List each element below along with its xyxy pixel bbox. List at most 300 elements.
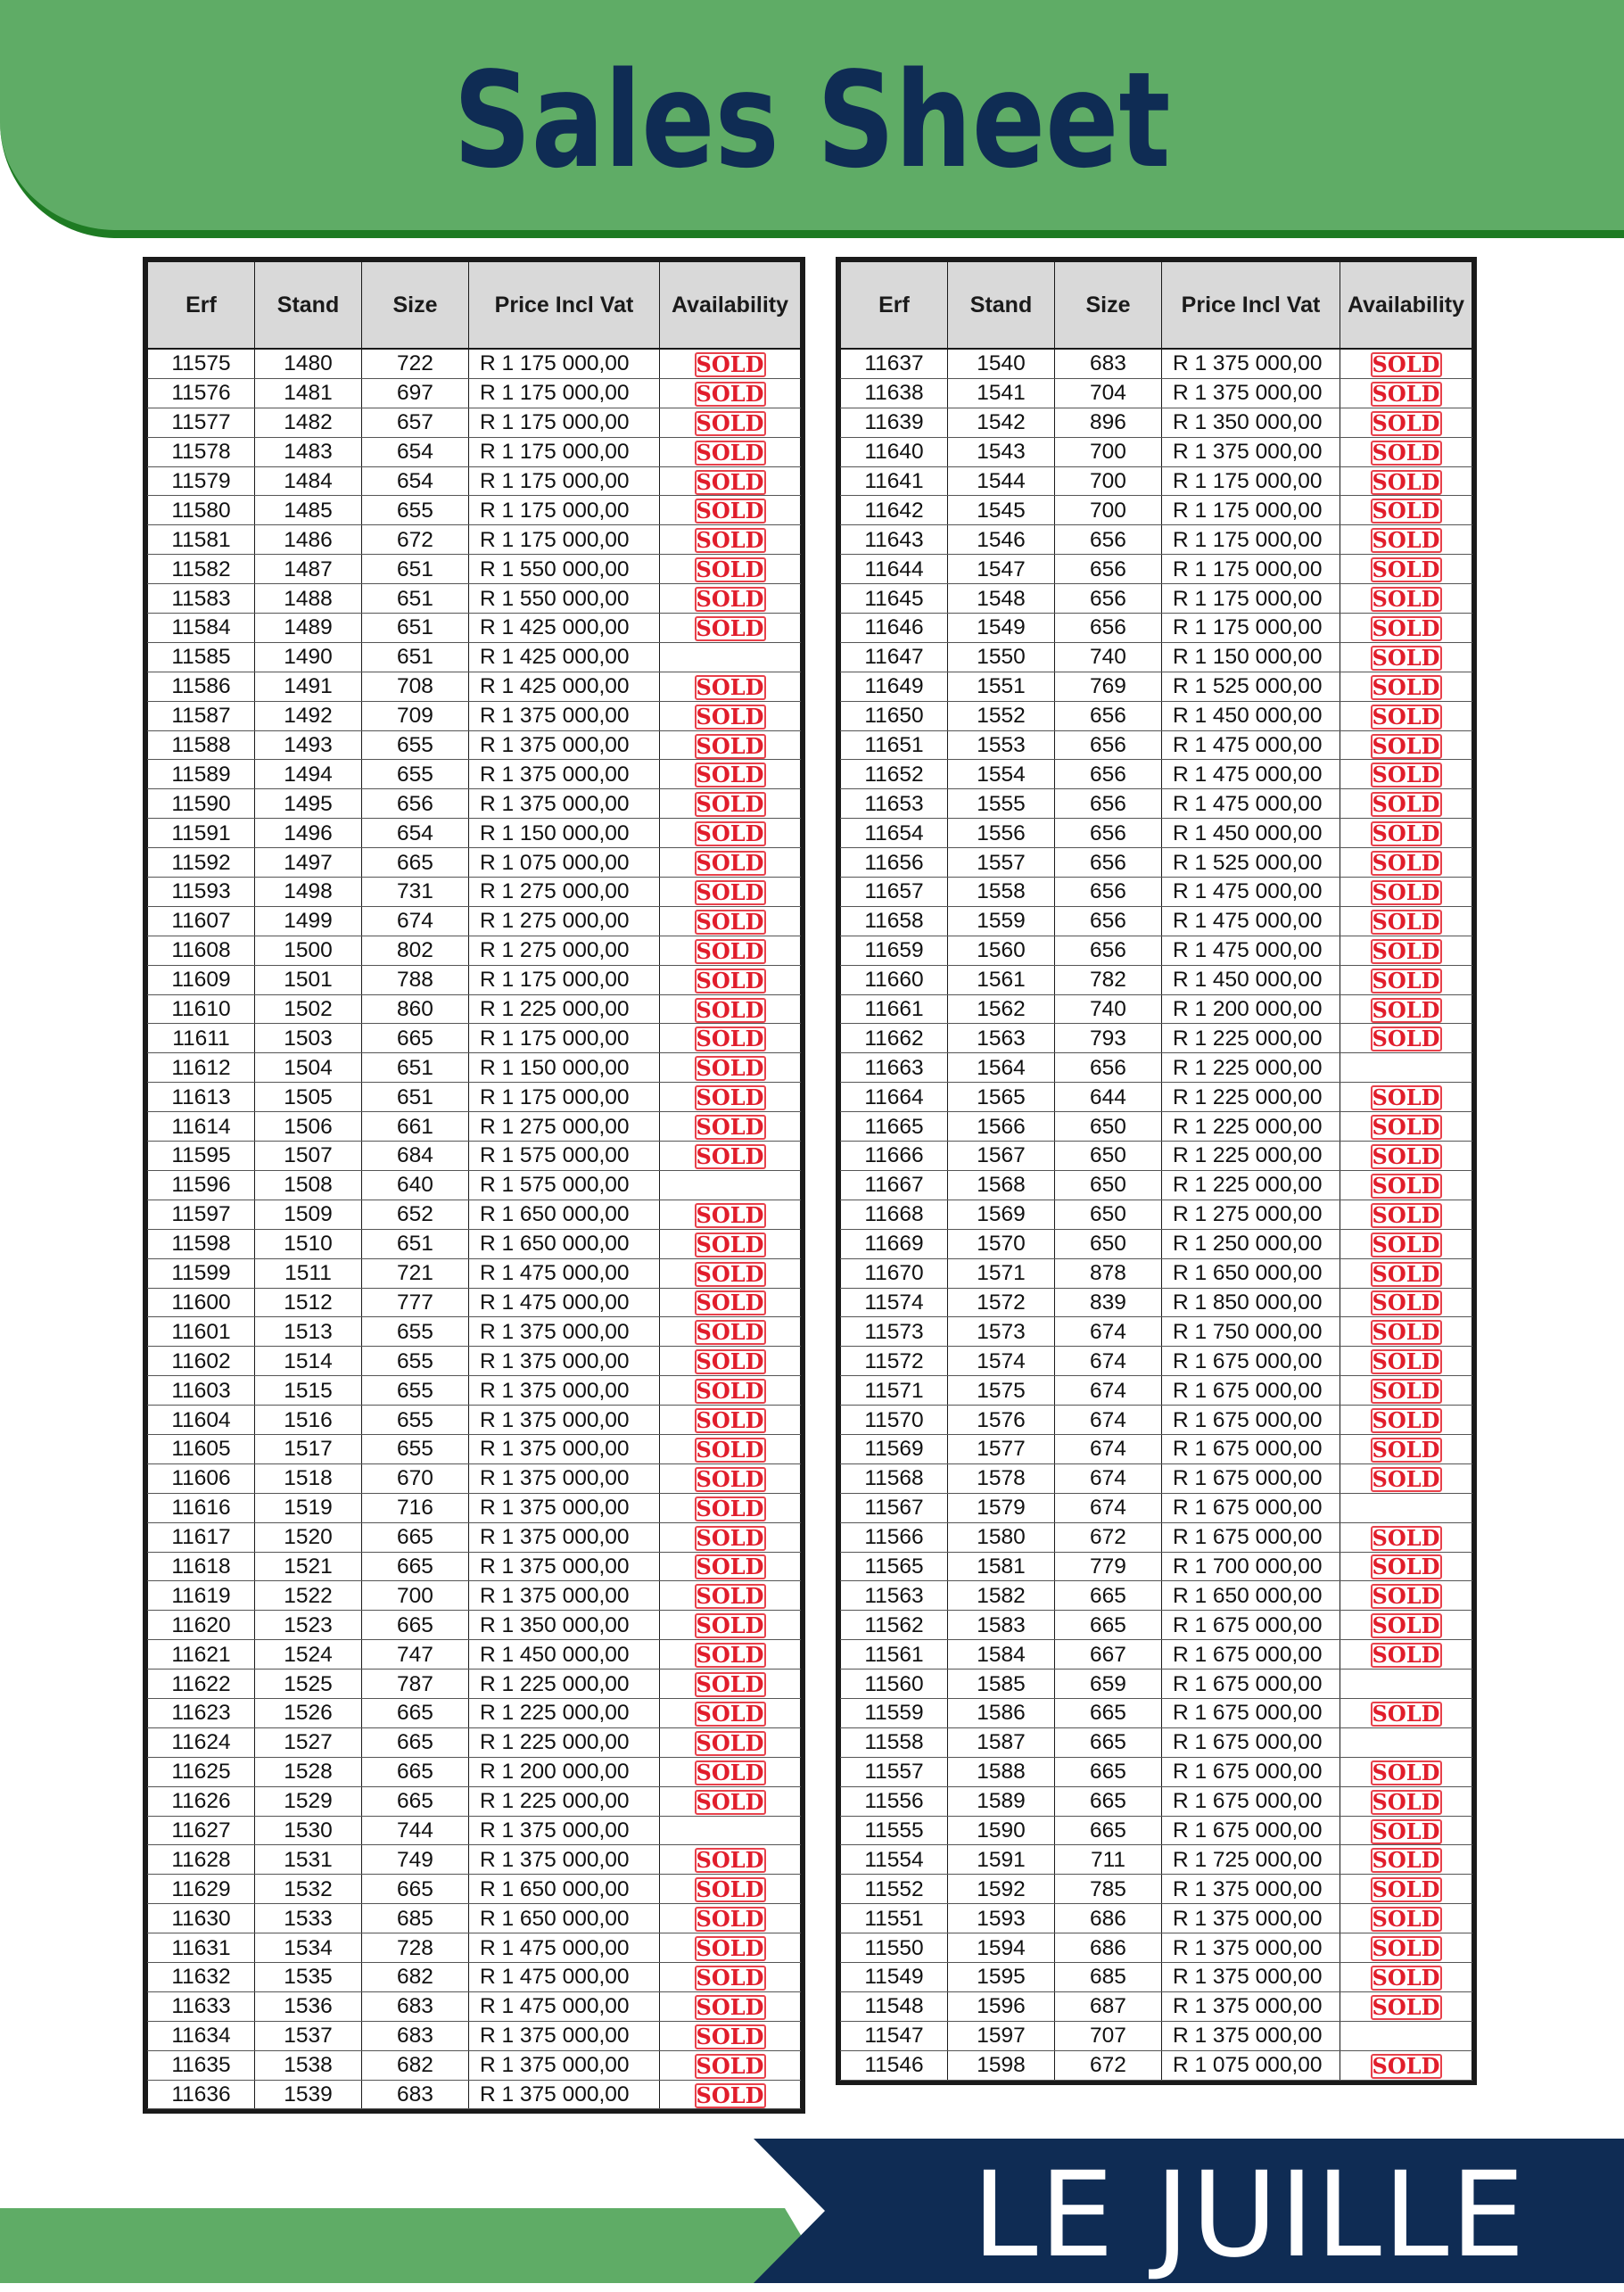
- erf-cell: 11661: [841, 994, 948, 1024]
- sold-stamp: SOLD: [1371, 557, 1442, 582]
- price-cell: R 1 175 000,00: [469, 965, 660, 994]
- price-cell: R 1 225 000,00: [469, 1670, 660, 1699]
- erf-cell: 11597: [148, 1200, 255, 1229]
- size-cell: 672: [362, 525, 469, 555]
- sold-stamp: SOLD: [695, 616, 766, 641]
- sold-stamp: SOLD: [1371, 821, 1442, 846]
- erf-cell: 11660: [841, 965, 948, 994]
- availability-cell: [1340, 1288, 1472, 1317]
- sold-stamp: SOLD: [695, 1408, 766, 1433]
- table-row: [841, 525, 1472, 555]
- erf-cell: 11647: [841, 642, 948, 672]
- availability-cell: [660, 642, 801, 672]
- erf-cell: 11618: [148, 1552, 255, 1581]
- stand-cell: 1559: [948, 906, 1055, 936]
- col-header-stand: Stand: [255, 262, 362, 350]
- size-cell: 683: [362, 1991, 469, 2021]
- stand-cell: 1597: [948, 2021, 1055, 2050]
- table-row: [841, 936, 1472, 965]
- table-row: [148, 1083, 801, 1112]
- stand-cell: 1580: [948, 1522, 1055, 1552]
- size-cell: 655: [362, 760, 469, 789]
- sold-stamp: SOLD: [1371, 499, 1442, 524]
- stand-cell: 1538: [255, 2050, 362, 2080]
- price-cell: R 1 375 000,00: [469, 1406, 660, 1435]
- sold-stamp: SOLD: [1371, 675, 1442, 700]
- stand-cell: 1497: [255, 848, 362, 878]
- availability-cell: [1340, 906, 1472, 936]
- table-row: [148, 525, 801, 555]
- size-cell: 670: [362, 1463, 469, 1493]
- table-row: [148, 1434, 801, 1463]
- price-cell: R 1 250 000,00: [1162, 1229, 1340, 1258]
- size-cell: 655: [362, 730, 469, 760]
- table-row: [148, 349, 801, 378]
- price-cell: R 1 575 000,00: [469, 1170, 660, 1200]
- sold-stamp: SOLD: [1371, 587, 1442, 612]
- price-cell: R 1 675 000,00: [1162, 1376, 1340, 1406]
- price-cell: R 1 375 000,00: [469, 730, 660, 760]
- sold-stamp: SOLD: [1371, 1760, 1442, 1785]
- price-cell: R 1 275 000,00: [1162, 1200, 1340, 1229]
- sales-table-right: [840, 261, 1472, 2081]
- price-cell: R 1 375 000,00: [469, 2021, 660, 2050]
- sold-stamp: SOLD: [695, 528, 766, 553]
- erf-cell: 11585: [148, 642, 255, 672]
- stand-cell: 1587: [948, 1727, 1055, 1757]
- stand-cell: 1571: [948, 1258, 1055, 1288]
- price-cell: R 1 375 000,00: [469, 1493, 660, 1522]
- size-cell: 665: [362, 1522, 469, 1552]
- erf-cell: 11586: [148, 672, 255, 701]
- table-row: [148, 789, 801, 819]
- availability-cell: [1340, 1406, 1472, 1435]
- stand-cell: 1489: [255, 614, 362, 643]
- table-row: [841, 760, 1472, 789]
- price-cell: R 1 350 000,00: [1162, 408, 1340, 437]
- stand-cell: 1506: [255, 1112, 362, 1142]
- table-row: [841, 701, 1472, 730]
- price-cell: R 1 175 000,00: [1162, 525, 1340, 555]
- price-cell: R 1 375 000,00: [469, 1434, 660, 1463]
- stand-cell: 1529: [255, 1786, 362, 1816]
- sold-stamp: SOLD: [695, 382, 766, 407]
- table-row: [841, 1406, 1472, 1435]
- stand-cell: 1517: [255, 1434, 362, 1463]
- size-cell: 802: [362, 936, 469, 965]
- availability-cell: [1340, 1786, 1472, 1816]
- price-cell: R 1 375 000,00: [469, 789, 660, 819]
- price-cell: R 1 200 000,00: [469, 1757, 660, 1786]
- sales-table-left: [147, 261, 801, 2109]
- size-cell: 749: [362, 1845, 469, 1875]
- size-cell: 672: [1055, 2050, 1162, 2080]
- availability-cell: [660, 1522, 801, 1552]
- table-row: [841, 878, 1472, 907]
- size-cell: 779: [1055, 1552, 1162, 1581]
- stand-cell: 1590: [948, 1816, 1055, 1845]
- price-cell: R 1 575 000,00: [469, 1142, 660, 1171]
- table-row: [148, 1024, 801, 1053]
- availability-cell: [660, 1024, 801, 1053]
- sold-stamp: SOLD: [695, 880, 766, 905]
- size-cell: 782: [1055, 965, 1162, 994]
- erf-cell: 11620: [148, 1611, 255, 1640]
- availability-cell: [660, 1962, 801, 1991]
- size-cell: 700: [362, 1581, 469, 1611]
- table-row: [841, 1552, 1472, 1581]
- col-header-size: Size: [1055, 262, 1162, 350]
- stand-cell: 1542: [948, 408, 1055, 437]
- price-cell: R 1 450 000,00: [1162, 819, 1340, 848]
- size-cell: 665: [362, 1552, 469, 1581]
- stand-cell: 1561: [948, 965, 1055, 994]
- price-cell: R 1 675 000,00: [1162, 1727, 1340, 1757]
- erf-cell: 11559: [841, 1698, 948, 1727]
- erf-cell: 11613: [148, 1083, 255, 1112]
- erf-cell: 11622: [148, 1670, 255, 1699]
- erf-cell: 11606: [148, 1463, 255, 1493]
- stand-cell: 1513: [255, 1317, 362, 1347]
- sold-stamp: SOLD: [1371, 1144, 1442, 1169]
- sold-stamp: SOLD: [1371, 352, 1442, 377]
- stand-cell: 1558: [948, 878, 1055, 907]
- erf-cell: 11625: [148, 1757, 255, 1786]
- stand-cell: 1570: [948, 1229, 1055, 1258]
- erf-cell: 11662: [841, 1024, 948, 1053]
- stand-cell: 1521: [255, 1552, 362, 1581]
- stand-cell: 1577: [948, 1434, 1055, 1463]
- sold-stamp: SOLD: [695, 1848, 766, 1873]
- erf-cell: 11651: [841, 730, 948, 760]
- table-row: [841, 1816, 1472, 1845]
- size-cell: 731: [362, 878, 469, 907]
- stand-cell: 1579: [948, 1493, 1055, 1522]
- price-cell: R 1 675 000,00: [1162, 1670, 1340, 1699]
- table-row: [148, 730, 801, 760]
- size-cell: 656: [1055, 789, 1162, 819]
- price-cell: R 1 675 000,00: [1162, 1786, 1340, 1816]
- table-row: [841, 1522, 1472, 1552]
- table-row: [841, 1611, 1472, 1640]
- erf-cell: 11558: [841, 1727, 948, 1757]
- price-cell: R 1 225 000,00: [1162, 1053, 1340, 1083]
- stand-cell: 1564: [948, 1053, 1055, 1083]
- price-cell: R 1 475 000,00: [1162, 730, 1340, 760]
- price-cell: R 1 200 000,00: [1162, 994, 1340, 1024]
- price-cell: R 1 375 000,00: [1162, 1933, 1340, 1963]
- size-cell: 686: [1055, 1904, 1162, 1933]
- col-header-erf: Erf: [841, 262, 948, 350]
- price-cell: R 1 675 000,00: [1162, 1434, 1340, 1463]
- availability-cell: [660, 1816, 801, 1845]
- table-row: [148, 1347, 801, 1376]
- erf-cell: 11577: [148, 408, 255, 437]
- table-row: [841, 1640, 1472, 1670]
- size-cell: 650: [1055, 1112, 1162, 1142]
- stand-cell: 1491: [255, 672, 362, 701]
- size-cell: 656: [1055, 525, 1162, 555]
- table-row: [841, 1845, 1472, 1875]
- availability-cell: [660, 1229, 801, 1258]
- erf-cell: 11623: [148, 1698, 255, 1727]
- sold-stamp: SOLD: [1371, 1174, 1442, 1199]
- stand-cell: 1556: [948, 819, 1055, 848]
- availability-cell: [660, 496, 801, 525]
- size-cell: 656: [1055, 906, 1162, 936]
- sold-stamp: SOLD: [695, 1203, 766, 1228]
- price-cell: R 1 225 000,00: [469, 994, 660, 1024]
- table-row: [841, 2021, 1472, 2050]
- price-cell: R 1 225 000,00: [1162, 1083, 1340, 1112]
- table-row: [148, 2050, 801, 2080]
- price-cell: R 1 175 000,00: [469, 378, 660, 408]
- col-header-erf: Erf: [148, 262, 255, 350]
- availability-cell: [1340, 1875, 1472, 1904]
- table-row: [148, 1757, 801, 1786]
- erf-cell: 11571: [841, 1376, 948, 1406]
- price-cell: R 1 650 000,00: [469, 1904, 660, 1933]
- availability-cell: [1340, 466, 1472, 496]
- availability-cell: [660, 1053, 801, 1083]
- availability-cell: [1340, 1904, 1472, 1933]
- size-cell: 652: [362, 1200, 469, 1229]
- erf-cell: 11605: [148, 1434, 255, 1463]
- erf-cell: 11574: [841, 1288, 948, 1317]
- erf-cell: 11591: [148, 819, 255, 848]
- erf-cell: 11641: [841, 466, 948, 496]
- size-cell: 651: [362, 642, 469, 672]
- stand-cell: 1596: [948, 1991, 1055, 2021]
- availability-cell: [1340, 819, 1472, 848]
- sold-stamp: SOLD: [1371, 880, 1442, 905]
- erf-cell: 11636: [148, 2080, 255, 2109]
- erf-cell: 11593: [148, 878, 255, 907]
- table-row: [841, 1904, 1472, 1933]
- availability-cell: [1340, 878, 1472, 907]
- erf-cell: 11546: [841, 2050, 948, 2080]
- price-cell: R 1 475 000,00: [1162, 789, 1340, 819]
- price-cell: R 1 375 000,00: [469, 1522, 660, 1552]
- price-cell: R 1 450 000,00: [469, 1640, 660, 1670]
- price-cell: R 1 675 000,00: [1162, 1522, 1340, 1552]
- price-cell: R 1 850 000,00: [1162, 1288, 1340, 1317]
- table-row: [148, 1522, 801, 1552]
- erf-cell: 11633: [148, 1991, 255, 2021]
- availability-cell: [660, 789, 801, 819]
- price-cell: R 1 175 000,00: [469, 1024, 660, 1053]
- stand-cell: 1508: [255, 1170, 362, 1200]
- size-cell: 728: [362, 1933, 469, 1963]
- stand-cell: 1524: [255, 1640, 362, 1670]
- sold-stamp: SOLD: [695, 1233, 766, 1257]
- stand-cell: 1518: [255, 1463, 362, 1493]
- size-cell: 700: [1055, 496, 1162, 525]
- erf-cell: 11637: [841, 349, 948, 378]
- sold-stamp: SOLD: [695, 1790, 766, 1815]
- availability-cell: [1340, 378, 1472, 408]
- sold-stamp: SOLD: [695, 1907, 766, 1932]
- table-row: [148, 437, 801, 466]
- stand-cell: 1539: [255, 2080, 362, 2109]
- table-row: [148, 1170, 801, 1200]
- sold-stamp: SOLD: [695, 557, 766, 582]
- stand-cell: 1578: [948, 1463, 1055, 1493]
- left-table-container: [143, 257, 805, 2114]
- size-cell: 656: [1055, 555, 1162, 584]
- table-row: [148, 1786, 801, 1816]
- sold-stamp: SOLD: [1371, 1115, 1442, 1140]
- availability-cell: [1340, 1845, 1472, 1875]
- stand-cell: 1555: [948, 789, 1055, 819]
- stand-cell: 1492: [255, 701, 362, 730]
- stand-cell: 1575: [948, 1376, 1055, 1406]
- erf-cell: 11646: [841, 614, 948, 643]
- stand-cell: 1569: [948, 1200, 1055, 1229]
- price-cell: R 1 175 000,00: [1162, 466, 1340, 496]
- size-cell: 665: [362, 1757, 469, 1786]
- size-cell: 650: [1055, 1142, 1162, 1171]
- price-cell: R 1 275 000,00: [469, 878, 660, 907]
- availability-cell: [1340, 525, 1472, 555]
- table-row: [841, 466, 1472, 496]
- sold-stamp: SOLD: [1371, 1026, 1442, 1051]
- size-cell: 650: [1055, 1229, 1162, 1258]
- stand-cell: 1500: [255, 936, 362, 965]
- erf-cell: 11604: [148, 1406, 255, 1435]
- availability-cell: [660, 965, 801, 994]
- table-row: [841, 848, 1472, 878]
- table-row: [148, 1670, 801, 1699]
- stand-cell: 1537: [255, 2021, 362, 2050]
- availability-cell: [1340, 1053, 1472, 1083]
- sold-stamp: SOLD: [695, 939, 766, 964]
- stand-cell: 1533: [255, 1904, 362, 1933]
- size-cell: 651: [362, 555, 469, 584]
- availability-cell: [1340, 1816, 1472, 1845]
- table-row: [841, 672, 1472, 701]
- stand-cell: 1482: [255, 408, 362, 437]
- table-row: [148, 1962, 801, 1991]
- price-cell: R 1 375 000,00: [1162, 378, 1340, 408]
- stand-cell: 1541: [948, 378, 1055, 408]
- table-row: [841, 1991, 1472, 2021]
- price-cell: R 1 150 000,00: [469, 1053, 660, 1083]
- table-row: [841, 1463, 1472, 1493]
- sold-stamp: SOLD: [695, 499, 766, 524]
- size-cell: 665: [362, 1611, 469, 1640]
- table-row: [148, 1875, 801, 1904]
- availability-cell: [660, 848, 801, 878]
- sold-stamp: SOLD: [1371, 1819, 1442, 1844]
- erf-cell: 11587: [148, 701, 255, 730]
- sold-stamp: SOLD: [1371, 1936, 1442, 1961]
- size-cell: 656: [1055, 730, 1162, 760]
- erf-cell: 11547: [841, 2021, 948, 2050]
- table-row: [841, 1698, 1472, 1727]
- sold-stamp: SOLD: [1371, 1379, 1442, 1404]
- stand-cell: 1545: [948, 496, 1055, 525]
- price-cell: R 1 475 000,00: [1162, 936, 1340, 965]
- size-cell: 654: [362, 819, 469, 848]
- price-cell: R 1 675 000,00: [1162, 1611, 1340, 1640]
- size-cell: 659: [1055, 1670, 1162, 1699]
- price-cell: R 1 225 000,00: [1162, 1112, 1340, 1142]
- size-cell: 656: [1055, 878, 1162, 907]
- price-cell: R 1 275 000,00: [469, 936, 660, 965]
- price-cell: R 1 650 000,00: [469, 1229, 660, 1258]
- availability-cell: [660, 1552, 801, 1581]
- price-cell: R 1 375 000,00: [469, 1347, 660, 1376]
- erf-cell: 11576: [148, 378, 255, 408]
- sold-stamp: SOLD: [695, 1995, 766, 2020]
- table-row: [148, 1317, 801, 1347]
- erf-cell: 11644: [841, 555, 948, 584]
- price-cell: R 1 475 000,00: [469, 1258, 660, 1288]
- stand-cell: 1503: [255, 1024, 362, 1053]
- sold-stamp: SOLD: [695, 1467, 766, 1492]
- table-row: [148, 555, 801, 584]
- stand-cell: 1585: [948, 1670, 1055, 1699]
- erf-cell: 11598: [148, 1229, 255, 1258]
- availability-cell: [1340, 555, 1472, 584]
- availability-cell: [660, 1640, 801, 1670]
- availability-cell: [1340, 1317, 1472, 1347]
- erf-cell: 11572: [841, 1347, 948, 1376]
- sold-stamp: SOLD: [695, 470, 766, 495]
- availability-cell: [660, 1406, 801, 1435]
- table-row: [148, 1112, 801, 1142]
- table-row: [841, 1317, 1472, 1347]
- price-cell: R 1 225 000,00: [1162, 1024, 1340, 1053]
- table-row: [841, 1288, 1472, 1317]
- erf-cell: 11611: [148, 1024, 255, 1053]
- erf-cell: 11550: [841, 1933, 948, 1963]
- erf-cell: 11663: [841, 1053, 948, 1083]
- table-row: [148, 1288, 801, 1317]
- erf-cell: 11669: [841, 1229, 948, 1258]
- availability-cell: [660, 525, 801, 555]
- availability-cell: [660, 1875, 801, 1904]
- price-cell: R 1 650 000,00: [1162, 1258, 1340, 1288]
- price-cell: R 1 725 000,00: [1162, 1845, 1340, 1875]
- availability-cell: [660, 1112, 801, 1142]
- sold-stamp: SOLD: [695, 851, 766, 876]
- table-row: [841, 819, 1472, 848]
- stand-cell: 1510: [255, 1229, 362, 1258]
- size-cell: 651: [362, 614, 469, 643]
- stand-cell: 1525: [255, 1670, 362, 1699]
- availability-cell: [1340, 642, 1472, 672]
- erf-cell: 11599: [148, 1258, 255, 1288]
- availability-cell: [660, 701, 801, 730]
- stand-cell: 1485: [255, 496, 362, 525]
- stand-cell: 1495: [255, 789, 362, 819]
- erf-cell: 11627: [148, 1816, 255, 1845]
- stand-cell: 1488: [255, 584, 362, 614]
- price-cell: R 1 650 000,00: [469, 1200, 660, 1229]
- price-cell: R 1 475 000,00: [469, 1288, 660, 1317]
- size-cell: 656: [1055, 701, 1162, 730]
- size-cell: 674: [1055, 1434, 1162, 1463]
- erf-cell: 11617: [148, 1522, 255, 1552]
- size-cell: 665: [1055, 1727, 1162, 1757]
- sold-stamp: SOLD: [695, 1584, 766, 1609]
- size-cell: 644: [1055, 1083, 1162, 1112]
- col-header-availability: Availability: [660, 262, 801, 350]
- sold-stamp: SOLD: [695, 1554, 766, 1579]
- erf-cell: 11628: [148, 1845, 255, 1875]
